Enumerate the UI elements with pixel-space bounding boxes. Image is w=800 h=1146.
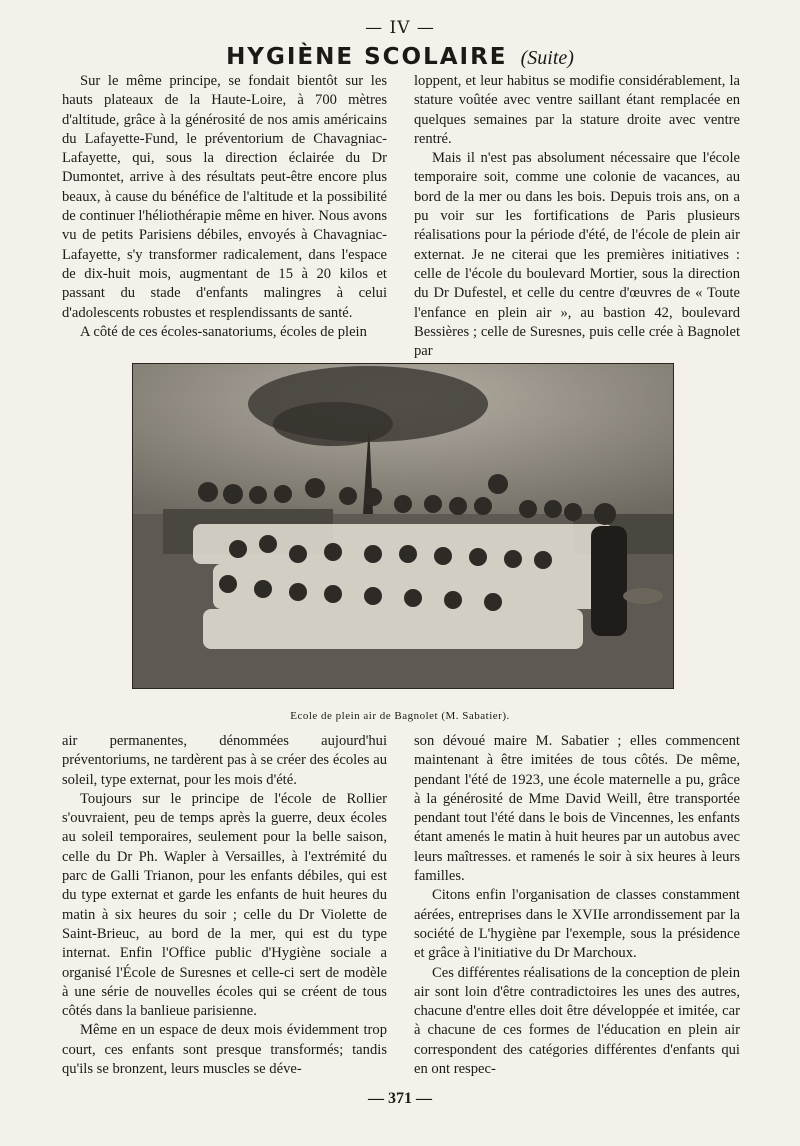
paragraph: Sur le même principe, se fondait bientôt sur les hauts plateaux de la Haute-Loire, à 700 mètres d'altitude, grâce à la générosité de nos amis américains du Lafayette-Fund, le préventorium de Chavagniac-Lafayette, qui, sous la direction éclairée du Dr Dumontet, arrive à des résultats peut-être encore plus beaux, à cause du bénéfice de l'altitude et la possibilité de continuer l'héliothérapie même en hiver. Nous avons vu de petits Parisiens débiles, envoyés à Chavagniac-Lafayette, s'y transformer radicalement, dans l'espace de dix-huit mois, augmentant de 15 à 20 kilos et passant du stade d'enfants malingres à celui d'adolescents robustes et resplendissants de santé. bbox=[62, 73, 387, 321]
paragraph: loppent, et leur habitus se modifie considérablement, la stature voûtée avec ventre saillant étant remplacée en quelques semaines par la stature droite avec ventre rentré. bbox=[414, 73, 740, 147]
paragraph: Même en un espace de deux mois évidemment trop court, ces enfants sont presque transformés; tandis qu'ils se bronzent, leurs muscles se déve- bbox=[62, 1022, 387, 1078]
paragraph: air permanentes, dénommées aujourd'hui préventoriums, ne tardèrent pas à se créer des écoles au soleil, type externat, pour les mois d'été. bbox=[62, 733, 387, 788]
paragraph: Ces différentes réalisations de la conception de plein air sont loin d'être contradictoires les unes des autres, chacune d'entre elles doit être développée et imitée, car à chacune de ces formes de l'éducation en plein air correspondent des catégories différentes d'enfants qui en ont respec- bbox=[414, 964, 740, 1078]
column-top-left bbox=[62, 72, 387, 342]
column-bottom-right bbox=[414, 732, 740, 1079]
column-bottom-left bbox=[62, 732, 387, 1079]
page-number: — 371 — bbox=[368, 1090, 432, 1107]
group-photograph bbox=[132, 363, 674, 689]
photo-illustration bbox=[133, 364, 673, 688]
article-title bbox=[0, 44, 800, 70]
photo-caption: Ecole de plein air de Bagnolet (M. Sabatier). bbox=[290, 710, 510, 722]
paragraph: Citons enfin l'organisation de classes constamment aérées, entreprises dans le XVIIe arrondissement par la société de L'hygiène par l'exemple, sous la présidence et grâce à l'initiative du Dr Marchoux. bbox=[414, 887, 740, 962]
column-top-right bbox=[414, 72, 740, 361]
paragraph: Toujours sur le principe de l'école de Rollier s'ouvraient, peu de temps après la guerre, deux écoles au soleil temporaires, seulement pour la belle saison, celle du Dr Ph. Wapler à Versailles, à l'extrémité du parc de Galli Trianon, pour les enfants débiles, qui est du type externat et garde les enfants de huit heures du matin à six heures du soir ; celle du Dr Violette de Saint-Brieuc, au bord de la mer, qui est du type internat. Enfin l'Office public d'Hygiène sociale a organisé l'École de Suresnes et celle-ci sert de modèle à une série de nouvelles écoles qui se créent de tous côtés dans la banlieue parisienne. bbox=[62, 790, 387, 1020]
title-suffix: (Suite) bbox=[520, 47, 574, 69]
page-marker: — IV — bbox=[365, 18, 435, 38]
paragraph: son dévoué maire M. Sabatier ; elles commencent maintenant à être imitées de tous côtés. De même, pendant l'été de 1923, une école maternelle a pu, grâce à la générosité de Mme David Weill, être transportée pendant tout l'été dans le bois de Vincennes, les enfants étant amenés le matin à huit heures par un autobus avec leurs maîtresses. et ramenés le soir à six heures à leurs familles. bbox=[414, 733, 740, 885]
paragraph: Mais il n'est pas absolument nécessaire que l'école temporaire soit, comme une colonie de vacances, au bord de la mer ou dans les bois. Depuis trois ans, on a pu voir sur les fortifications de Paris plusieurs réalisations pour la période d'été, de l'école de plein air externat. Je ne citerai que les premières initiatives : celle de l'école du boulevard Mortier, sous la direction du Dr Dufestel, et celle du centre d'œuvres de « Toute l'enfance en plein air », au bastion 42, boulevard Bessières ; celle de Suresnes, puis celle crée à Bagnolet par bbox=[414, 150, 740, 360]
paragraph: A côté de ces écoles-sanatoriums, écoles de plein bbox=[80, 323, 367, 340]
title-text: HYGIÈNE SCOLAIRE bbox=[226, 44, 508, 70]
